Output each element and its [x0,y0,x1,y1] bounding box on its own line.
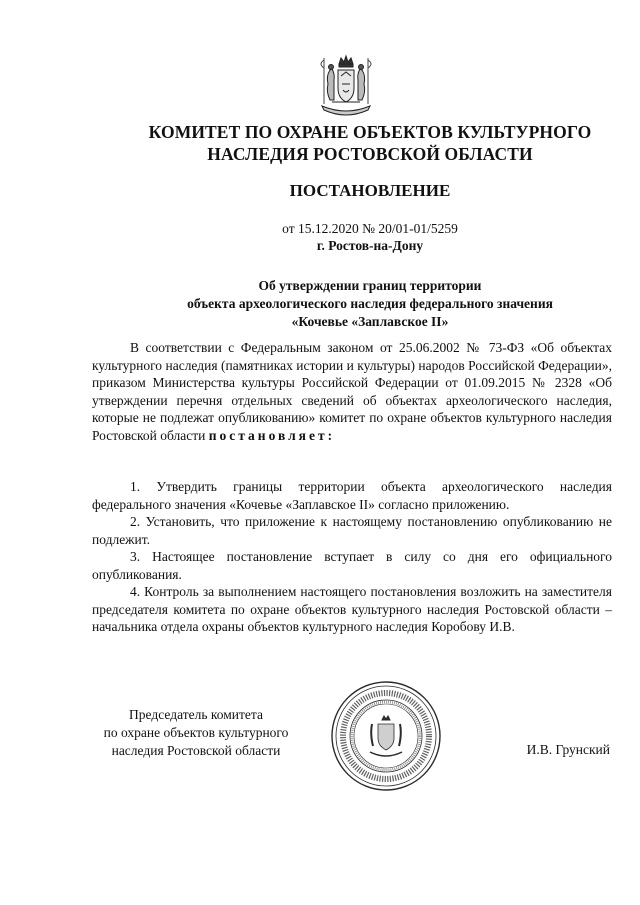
decision-item-1: 1. Утвердить границы территории объекта археологического наследия федерального значения «Кочевье «Заплавское II» согласно приложению. [92,479,612,512]
official-seal-icon [330,680,442,792]
signatory-position-line-1: Председатель комитета [129,707,263,722]
decision-keyword: постановляет: [208,427,336,443]
document-body [92,339,612,636]
signatory-position-line-3: наследия Ростовской области [111,743,281,758]
authority-title-line-2: НАСЛЕДИЯ РОСТОВСКОЙ ОБЛАСТИ [207,144,533,164]
decision-item-4: 4. Контроль за выполнением настоящего постановления возложить на заместителя председателя комитета по охране объектов культурного наследия Ростовской области – начальника отдела охраны объектов культурного наследия Коробову И.В. [92,584,612,634]
decision-item-3: 3. Настоящее постановление вступает в силу со дня его официального опубликования. [92,549,612,582]
signatory-name: И.В. Грунский [526,742,610,757]
paragraph-spacer [92,461,612,478]
authority-title-line-1: КОМИТЕТ ПО ОХРАНЕ ОБЪЕКТОВ КУЛЬТУРНОГО [148,122,592,142]
coat-of-arms-icon [310,54,382,118]
signatory-position-line-2: по охране объектов культурного [103,725,289,740]
document-type-heading: ПОСТАНОВЛЕНИЕ [289,181,451,200]
document-date-number: от 15.12.2020 № 20/01-01/5259 [282,221,458,236]
subject-line-1: Об утверждении границ территории [258,278,482,293]
paragraph-spacer [92,444,612,461]
subject-line-2: объекта археологического наследия федерального значения [187,296,553,311]
document-city: г. Ростов-на-Дону [316,238,424,253]
preamble-text: В соответствии с Федеральным законом от 25.06.2002 № 73-ФЗ «Об объектах культурного наследия (памятниках истории и культуры) народов Российской Федерации», приказом Министерства культуры Российской Федерации от 01.09.2015 № 2328 «Об утверждении перечня отдельных сведений об объектах археологического наследия, которые не подлежат опубликованию» комитет по охране объектов культурного наследия Ростовской области [92,340,612,443]
preamble-paragraph [92,339,612,444]
subject-line-3: «Кочевье «Заплавское II» [291,314,449,329]
issuing-authority-title [40,121,640,165]
signatory-position [88,706,304,760]
document-subject [40,277,640,331]
decision-item-2: 2. Установить, что приложение к настоящему постановлению опубликованию не подлежит. [92,514,612,547]
